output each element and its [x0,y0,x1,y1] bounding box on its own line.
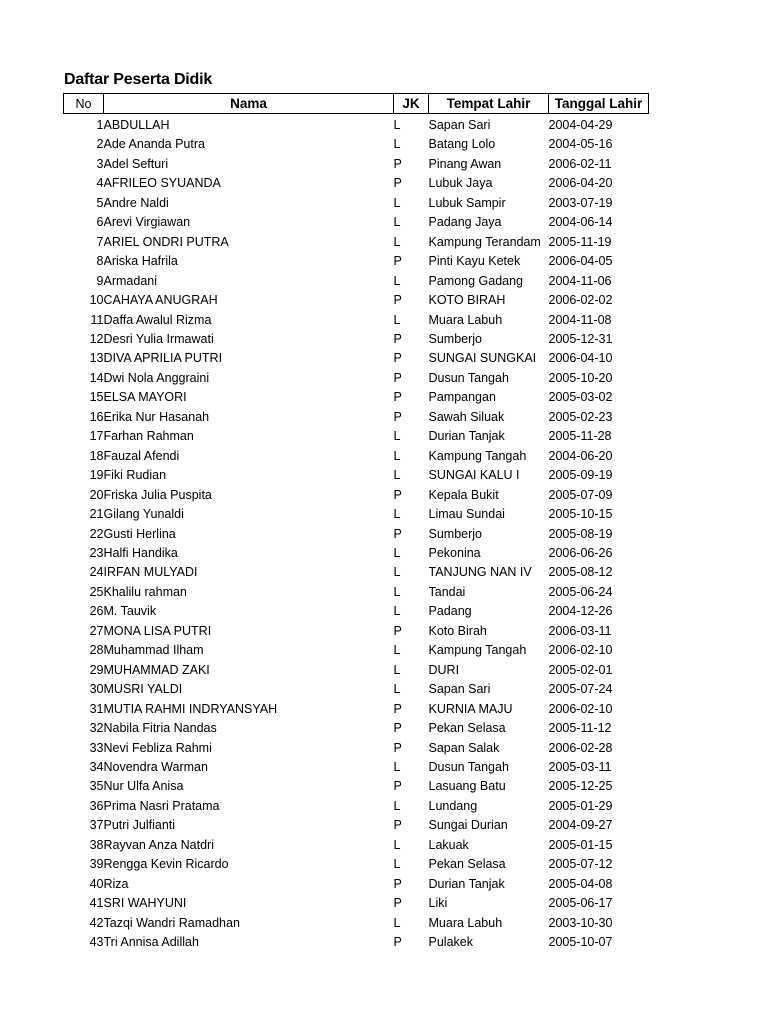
cell-nama: AFRILEO SYUANDA [103,176,221,191]
cell-no: 28 [89,643,104,658]
cell-no: 37 [89,818,104,833]
cell-jk: L [393,604,401,619]
table-row [64,486,649,505]
cell-jk: P [393,701,402,716]
cell-jk: L [393,565,401,580]
cell-nama: Prima Nasri Pratama [103,798,220,813]
cell-tanggal-lahir: 2005-06-24 [548,584,613,599]
cell-tanggal-lahir: 2006-02-10 [548,643,613,658]
table-row [64,213,649,232]
cell-tanggal-lahir: 2005-12-25 [548,779,613,794]
cell-no: 1 [96,118,104,132]
cell-tempat-lahir: SUNGAI KALU I [428,468,520,483]
cell-jk: L [393,448,401,463]
cell-nama: Nevi Febliza Rahmi [103,740,212,755]
cell-jk: L [393,643,401,658]
cell-no: 19 [89,468,104,483]
cell-jk: L [393,915,401,930]
cell-no: 8 [96,254,104,269]
cell-nama: Muhammad Ilham [103,643,204,658]
cell-jk: L [393,857,401,872]
cell-tanggal-lahir: 2005-11-19 [548,234,612,249]
table-header-row [64,94,649,114]
cell-tanggal-lahir: 2005-10-15 [548,507,613,522]
cell-no: 7 [96,234,104,249]
cell-tempat-lahir: Batang Lolo [428,137,496,152]
cell-tempat-lahir: Pekan Selasa [428,857,506,872]
table-row [64,836,649,855]
cell-tanggal-lahir: 2006-04-10 [548,351,613,366]
table-row [64,174,649,193]
cell-tanggal-lahir: 2004-04-29 [548,118,613,132]
table-row [64,505,649,524]
cell-tempat-lahir: Pulakek [428,935,473,950]
cell-tanggal-lahir: 2005-03-11 [548,759,612,774]
table-row [64,602,649,621]
column-header-tanggal-lahir: Tanggal Lahir [549,94,649,114]
cell-tanggal-lahir: 2005-12-31 [548,331,613,346]
cell-tempat-lahir: SUNGAI SUNGKAI [428,351,537,366]
table-row [64,369,649,388]
cell-tempat-lahir: Lundang [428,798,478,813]
cell-nama: Dwi Nola Anggraini [103,370,210,385]
cell-jk: P [393,331,402,346]
table-row [64,427,649,446]
table-row [64,544,649,563]
cell-no: 10 [89,293,104,308]
cell-tempat-lahir: Kampung Terandam [428,234,541,249]
cell-tanggal-lahir: 2005-08-19 [548,526,613,541]
table-row [64,719,649,738]
cell-jk: L [393,545,401,560]
cell-nama: M. Tauvik [103,604,157,619]
cell-jk: P [393,623,402,638]
cell-tempat-lahir: Pamong Gadang [428,273,524,288]
cell-jk: P [393,935,402,950]
cell-nama: Tri Annisa Adillah [103,935,199,950]
cell-no: 41 [89,896,104,911]
cell-tanggal-lahir: 2005-01-15 [548,837,613,852]
cell-no: 16 [89,409,104,424]
cell-no: 6 [96,215,104,230]
cell-no: 35 [89,779,104,794]
cell-tempat-lahir: Kampung Tangah [428,448,527,463]
cell-nama: MONA LISA PUTRI [103,623,212,638]
cell-nama: Armadani [103,273,157,288]
cell-tempat-lahir: Padang Jaya [428,215,502,230]
cell-no: 33 [89,740,104,755]
cell-no: 38 [89,837,104,852]
cell-tanggal-lahir: 2006-03-11 [548,623,612,638]
cell-nama: Tazqi Wandri Ramadhan [103,915,240,930]
cell-nama: SRI WAHYUNI [103,896,187,911]
table-row [64,135,649,154]
table-row [64,447,649,466]
cell-tempat-lahir: Lasuang Batu [428,779,506,794]
cell-jk: P [393,818,402,833]
cell-tempat-lahir: Pinang Awan [428,156,502,171]
cell-nama: ARIEL ONDRI PUTRA [103,234,229,249]
table-row [64,641,649,660]
table-row [64,272,649,291]
cell-no: 13 [89,351,104,366]
table-row [64,194,649,213]
cell-jk: L [393,215,401,230]
cell-nama: Gilang Yunaldi [103,507,184,522]
cell-jk: L [393,837,401,852]
cell-no: 9 [96,273,104,288]
cell-nama: MUHAMMAD ZAKI [103,662,210,677]
cell-tanggal-lahir: 2006-02-02 [548,293,613,308]
cell-no: 18 [89,448,104,463]
table-body [64,114,649,953]
cell-nama: Friska Julia Puspita [103,487,212,502]
cell-no: 36 [89,798,104,813]
page-title: Daftar Peserta Didik [64,71,213,88]
cell-nama: Halfi Handika [103,545,178,560]
cell-tempat-lahir: Kepala Bukit [428,487,499,502]
table-row [64,114,649,136]
cell-no: 21 [89,507,104,522]
cell-nama: Riza [103,876,129,891]
cell-nama: Daffa Awalul Rizma [103,312,212,327]
cell-tempat-lahir: TANJUNG NAN IV [428,565,532,580]
cell-jk: P [393,156,402,171]
table-row [64,563,649,582]
cell-nama: IRFAN MULYADI [103,565,198,580]
table-row [64,408,649,427]
cell-jk: P [393,351,402,366]
cell-no: 32 [89,721,104,736]
cell-tempat-lahir: Liki [428,896,448,911]
cell-tanggal-lahir: 2004-05-16 [548,137,613,152]
cell-tempat-lahir: Tandai [428,584,466,599]
cell-tanggal-lahir: 2005-11-12 [548,721,612,736]
cell-jk: L [393,507,401,522]
cell-tanggal-lahir: 2005-02-01 [548,662,613,677]
cell-nama: Nur Ulfa Anisa [103,779,184,794]
cell-no: 40 [89,876,104,891]
table-row [64,739,649,758]
table-row [64,583,649,602]
cell-jk: L [393,682,401,697]
cell-tempat-lahir: Koto Birah [428,623,487,638]
cell-nama: ABDULLAH [103,118,170,132]
table-row [64,388,649,407]
cell-no: 31 [89,701,104,716]
cell-tanggal-lahir: 2004-06-20 [548,448,613,463]
cell-no: 20 [89,487,104,502]
cell-no: 14 [89,370,104,385]
cell-tempat-lahir: Sapan Sari [428,118,491,132]
cell-tanggal-lahir: 2005-09-19 [548,468,613,483]
cell-tanggal-lahir: 2005-06-17 [548,896,613,911]
table-row [64,661,649,680]
cell-tempat-lahir: Durian Tanjak [428,876,505,891]
cell-nama: Gusti Herlina [103,526,176,541]
cell-no: 12 [89,331,104,346]
cell-tempat-lahir: Sawah Siluak [428,409,505,424]
cell-tempat-lahir: Lakuak [428,837,469,852]
cell-jk: L [393,234,401,249]
cell-tanggal-lahir: 2004-11-06 [548,273,612,288]
cell-no: 27 [89,623,104,638]
cell-nama: Andre Naldi [103,195,169,210]
cell-tempat-lahir: Sungai Durian [428,818,508,833]
cell-tanggal-lahir: 2005-02-23 [548,409,613,424]
cell-tanggal-lahir: 2005-01-29 [548,798,613,813]
cell-tanggal-lahir: 2003-07-19 [548,195,613,210]
cell-jk: L [393,195,401,210]
cell-jk: L [393,468,401,483]
cell-no: 39 [89,857,104,872]
cell-tanggal-lahir: 2005-07-24 [548,682,613,697]
cell-no: 24 [89,565,104,580]
cell-nama: Fiki Rudian [103,468,167,483]
cell-jk: L [393,118,401,132]
cell-no: 15 [89,390,104,405]
cell-tempat-lahir: Padang [428,604,472,619]
cell-jk: P [393,876,402,891]
column-header-no: No [64,94,104,114]
cell-jk: P [393,409,402,424]
cell-no: 5 [96,195,104,210]
column-header-jk: JK [394,94,429,114]
cell-no: 23 [89,545,104,560]
cell-nama: DIVA APRILIA PUTRI [103,351,223,366]
cell-tempat-lahir: Dusun Tangah [428,370,509,385]
cell-nama: CAHAYA ANUGRAH [103,293,218,308]
cell-tanggal-lahir: 2006-02-11 [548,156,612,171]
cell-tanggal-lahir: 2003-10-30 [548,915,613,930]
cell-jk: L [393,759,401,774]
table-row [64,330,649,349]
table-row [64,349,649,368]
table-row [64,466,649,485]
cell-nama: Rengga Kevin Ricardo [103,857,229,872]
cell-tanggal-lahir: 2006-02-10 [548,701,613,716]
cell-tanggal-lahir: 2005-11-28 [548,429,612,444]
cell-tanggal-lahir: 2005-04-08 [548,876,613,891]
table-row [64,252,649,271]
cell-no: 11 [90,312,104,327]
cell-tanggal-lahir: 2006-04-20 [548,176,613,191]
cell-nama: Arevi Virgiawan [103,215,191,230]
cell-nama: MUTIA RAHMI INDRYANSYAH [103,701,278,716]
cell-jk: P [393,721,402,736]
table-row [64,680,649,699]
table-row [64,758,649,777]
cell-nama: Novendra Warman [103,759,208,774]
cell-jk: L [393,798,401,813]
cell-tempat-lahir: Limau Sundai [428,507,505,522]
cell-tempat-lahir: Kampung Tangah [428,643,527,658]
table-row [64,777,649,796]
table-row [64,155,649,174]
cell-tanggal-lahir: 2005-08-12 [548,565,613,580]
cell-nama: MUSRI YALDI [103,682,183,697]
cell-tempat-lahir: Sumberjo [428,526,482,541]
cell-tempat-lahir: Dusun Tangah [428,759,509,774]
cell-no: 2 [96,137,104,152]
cell-nama: ELSA MAYORI [103,390,187,405]
student-table [63,93,649,952]
table-row [64,622,649,641]
cell-tempat-lahir: KURNIA MAJU [428,701,513,716]
cell-tanggal-lahir: 2005-07-09 [548,487,613,502]
cell-jk: P [393,740,402,755]
table-row [64,855,649,874]
cell-no: 43 [89,935,104,950]
cell-nama: Ariska Hafrila [103,254,178,269]
table-row [64,797,649,816]
cell-tempat-lahir: Pekan Selasa [428,721,506,736]
cell-tempat-lahir: Lubuk Jaya [428,176,493,191]
cell-tempat-lahir: Pinti Kayu Ketek [428,254,521,269]
cell-tempat-lahir: Pampangan [428,390,496,405]
table-row [64,525,649,544]
cell-no: 34 [89,759,104,774]
cell-jk: L [393,429,401,444]
table-row [64,311,649,330]
cell-tempat-lahir: Muara Labuh [428,312,503,327]
cell-jk: P [393,526,402,541]
cell-no: 4 [96,176,104,191]
cell-tempat-lahir: Lubuk Sampir [428,195,506,210]
cell-jk: L [393,312,401,327]
cell-no: 42 [89,915,104,930]
table-row [64,914,649,933]
cell-jk: L [393,137,401,152]
cell-no: 30 [89,682,104,697]
cell-jk: P [393,370,402,385]
cell-tanggal-lahir: 2006-04-05 [548,254,613,269]
cell-nama: Adel Sefturi [103,156,169,171]
table-row [64,933,649,952]
cell-nama: Farhan Rahman [103,429,194,444]
cell-jk: P [393,896,402,911]
cell-nama: Ade Ananda Putra [103,137,205,152]
cell-tempat-lahir: Sapan Sari [428,682,491,697]
cell-tanggal-lahir: 2004-11-08 [548,312,612,327]
cell-no: 17 [89,429,104,444]
cell-tanggal-lahir: 2006-06-26 [548,545,613,560]
cell-tanggal-lahir: 2005-07-12 [548,857,613,872]
cell-no: 22 [89,526,104,541]
cell-tempat-lahir: DURI [428,662,460,677]
cell-tempat-lahir: Durian Tanjak [428,429,505,444]
cell-nama: Desri Yulia Irmawati [103,331,214,346]
cell-nama: Fauzal Afendi [103,448,180,463]
cell-tempat-lahir: Sumberjo [428,331,482,346]
cell-jk: L [393,662,401,677]
cell-tanggal-lahir: 2005-10-20 [548,370,613,385]
cell-tempat-lahir: Muara Labuh [428,915,503,930]
cell-tempat-lahir: Pekonina [428,545,481,560]
table-row [64,700,649,719]
table-row [64,816,649,835]
cell-tanggal-lahir: 2005-03-02 [548,390,613,405]
cell-jk: L [393,584,401,599]
cell-jk: L [393,273,401,288]
column-header-tempat-lahir: Tempat Lahir [429,94,549,114]
cell-tanggal-lahir: 2004-06-14 [548,215,613,230]
cell-nama: Rayvan Anza Natdri [103,837,214,852]
table-row [64,894,649,913]
table-row [64,291,649,310]
cell-nama: Khalilu rahman [103,584,187,599]
cell-tanggal-lahir: 2005-10-07 [548,935,613,950]
cell-tanggal-lahir: 2004-09-27 [548,818,613,833]
cell-jk: P [393,390,402,405]
cell-jk: P [393,176,402,191]
table-row [64,233,649,252]
cell-nama: Erika Nur Hasanah [103,409,210,424]
cell-no: 25 [89,584,104,599]
cell-tanggal-lahir: 2004-12-26 [548,604,613,619]
cell-no: 29 [89,662,104,677]
cell-jk: P [393,487,402,502]
cell-nama: Nabila Fitria Nandas [103,721,217,736]
cell-tempat-lahir: Sapan Salak [428,740,500,755]
column-header-nama: Nama [104,94,394,114]
cell-nama: Putri Julfianti [103,818,176,833]
cell-tempat-lahir: KOTO BIRAH [428,293,506,308]
cell-jk: P [393,779,402,794]
cell-jk: P [393,293,402,308]
cell-no: 26 [89,604,104,619]
cell-no: 3 [96,156,104,171]
cell-jk: P [393,254,402,269]
cell-tanggal-lahir: 2006-02-28 [548,740,613,755]
table-row [64,875,649,894]
